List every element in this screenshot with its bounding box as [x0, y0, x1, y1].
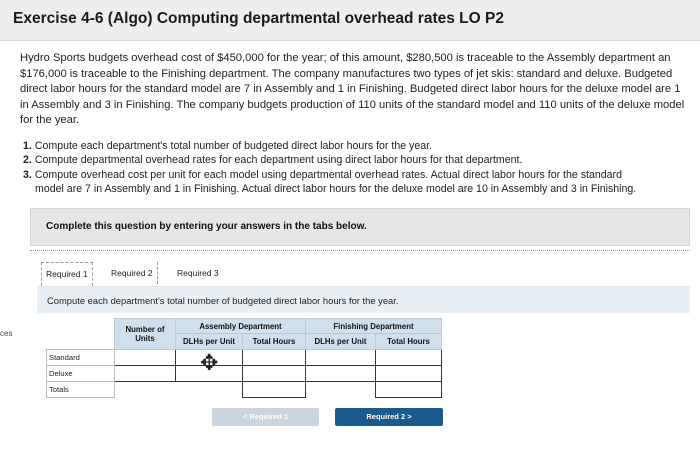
requirement-text: Compute each department's total number of budgeted direct labor hours for the year. [34, 140, 433, 152]
header-blank [47, 334, 115, 350]
finishing-department-header: Finishing Department [306, 319, 442, 334]
assembly-department-header: Assembly Department [176, 319, 306, 334]
row-label-standard: Standard [47, 350, 115, 366]
deluxe-finishing-total-input[interactable] [376, 366, 442, 382]
requirement-item [23, 168, 636, 182]
prev-button-label: Required 1 [249, 412, 289, 421]
problem-line: for the year. [20, 114, 80, 127]
requirement-number: 3. [23, 168, 32, 181]
totals-assembly-input[interactable] [243, 382, 306, 398]
instruction-text: Complete this question by entering your answers in the tabs below. [46, 221, 367, 232]
deluxe-assembly-total-input[interactable] [243, 366, 306, 382]
move-cursor-icon: ✥ [200, 350, 219, 375]
problem-line: direct labor hours for the standard model are 7 in Assembly and 1 in Finishing. Budgeted direct labor hours for the deluxe model are 1 [20, 83, 681, 96]
divider [30, 246, 690, 251]
title-bar [0, 0, 700, 41]
next-button-label: Required 2 [366, 412, 406, 421]
question-prompt: Compute each department's total number of budgeted direct labor hours for the year. [47, 295, 399, 306]
requirement-text: model are 7 in Assembly and 1 in Finishing. Actual direct labor hours for the deluxe model are 10 in Assembly and 3 in Finishing. [35, 182, 637, 195]
totals-blank [115, 382, 176, 398]
requirement-text: Compute departmental overhead rates for each department using direct labor hours for that department. [34, 154, 523, 167]
requirement-item [23, 153, 636, 167]
deluxe-units-input[interactable] [115, 366, 176, 382]
tab-required-3[interactable]: Required 3 [173, 262, 223, 284]
requirement-text: Compute overhead cost per unit for each model using departmental overhead rates. Actual direct labor hours for the standard [34, 168, 622, 181]
requirement-number: 1. [23, 140, 32, 152]
table-row [47, 366, 442, 382]
row-label-deluxe: Deluxe [47, 366, 115, 382]
problem-line: $176,000 is traceable to the Finishing department. The company manufactures two types of jet skis: standard and deluxe. Budgeted [20, 67, 673, 80]
standard-finishing-total-input[interactable] [376, 350, 442, 366]
totals-blank [306, 382, 376, 398]
question-prompt-bar [37, 286, 690, 313]
requirement-number: 2. [23, 154, 32, 167]
tab-required-1[interactable]: Required 1 [41, 262, 93, 286]
deluxe-finishing-dlhs-input[interactable] [306, 366, 376, 382]
prev-button[interactable]: < Required 1 [212, 408, 319, 426]
requirement-item [23, 139, 636, 153]
table-row [47, 382, 442, 398]
tab-required-2[interactable]: Required 2 [107, 262, 158, 284]
next-button[interactable]: Required 2 > [335, 408, 443, 426]
instruction-banner [30, 208, 690, 246]
totals-finishing-input[interactable] [376, 382, 442, 398]
standard-units-input[interactable] [115, 350, 176, 366]
row-label-totals: Totals [47, 382, 115, 398]
requirements-list [23, 139, 636, 196]
totals-blank [176, 382, 243, 398]
answer-table [46, 318, 442, 398]
col-assembly-dlhs-per-unit: DLHs per Unit [176, 334, 243, 350]
header-blank [47, 319, 115, 334]
standard-assembly-total-input[interactable] [243, 350, 306, 366]
col-finishing-total-hours: Total Hours [376, 334, 442, 350]
col-finishing-dlhs-per-unit: DLHs per Unit [306, 334, 376, 350]
requirement-item [23, 182, 636, 196]
problem-line: Hydro Sports budgets overhead cost of $450,000 for the year; of this amount, $280,500 is traceable to the Assembly department an [20, 52, 671, 64]
standard-finishing-dlhs-input[interactable] [306, 350, 376, 366]
col-assembly-total-hours: Total Hours [243, 334, 306, 350]
problem-text [20, 51, 700, 129]
col-number-of-units: Number of Units [115, 319, 176, 350]
table-row [47, 350, 442, 366]
problem-line: in Assembly and 3 in Finishing. The company budgets production of 110 units of the standard model and 110 units of the deluxe model [20, 98, 685, 111]
side-label: ces [0, 329, 13, 338]
exercise-title: Exercise 4-6 (Algo) Computing departmental overhead rates LO P2 [13, 10, 504, 27]
